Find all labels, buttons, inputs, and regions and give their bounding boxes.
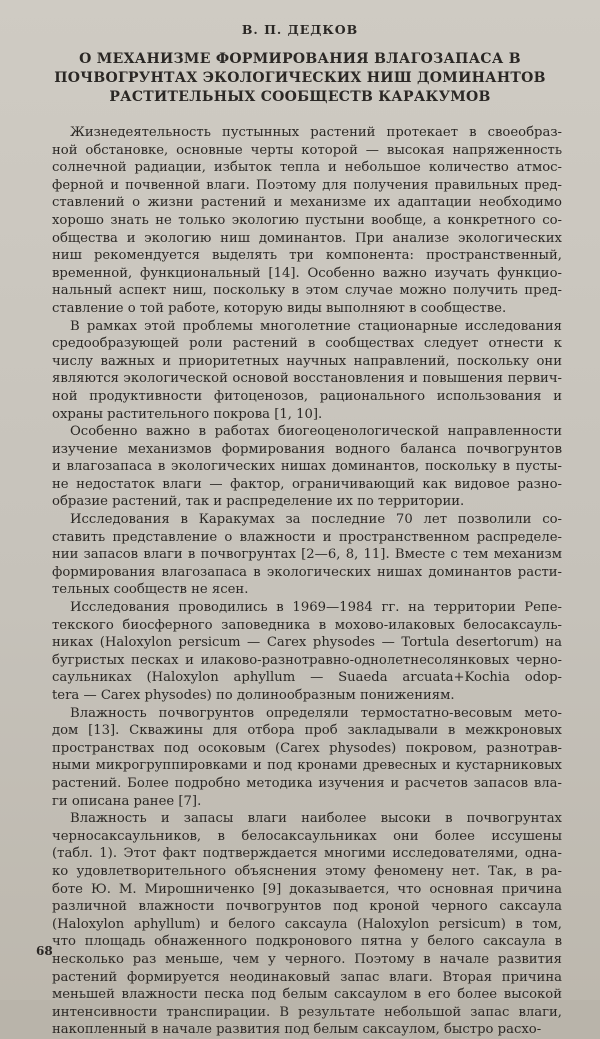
text-line: дом [13]. Скважины для отбора проб закладывали в межкроновых <box>52 723 562 739</box>
text-line: Влажность и запасы влаги наиболее высоки в почвогрунтах <box>70 811 562 827</box>
text-line: саульниках (Haloxylon aphyllum — Suaeda arcuata+Kochia odop- <box>52 670 562 686</box>
text-line: ставление о той работе, которую виды выполняют в сообществе. <box>52 300 507 316</box>
text-line: tera — Carex physodes) по долинообразным понижениям. <box>52 688 455 703</box>
text-line: пространствах под осоковым (Carex physodes) покровом, разнотрав- <box>52 740 562 756</box>
text-line: Влажность почвогрунтов определяли термостатно-весовым мето- <box>70 705 562 721</box>
author-name: В. П. ДЕДКОВ <box>241 22 359 37</box>
text-line: текского биосферного заповедника в моховo-илаковых белосаксауль- <box>52 617 562 633</box>
title-line: ПОЧВОГРУНТАХ ЭКОЛОГИЧЕСКИХ НИШ ДОМИНАНТОВ <box>54 70 546 86</box>
text-line: боте Ю. М. Мирошниченко [9] доказывается, что основная причина <box>52 881 562 897</box>
text-line: интенсивности транспирации. В результате небольшой запас влаги, <box>52 1004 562 1020</box>
text-line: меньшей влажности песка под белым саксаулом в его более высокой <box>52 987 562 1003</box>
text-line: ниш рекомендуется выделять три компонента: пространственный, <box>52 248 562 264</box>
text-line: ной продуктивности фитоценозов, рационального использования и <box>52 388 562 404</box>
text-line: общества и экологию ниш доминантов. При анализе экологических <box>52 230 562 246</box>
text-line: временной, функциональный [14]. Особенно важно изучать функцио- <box>52 265 562 281</box>
text-line: нальный аспект ниш, поскольку в этом случае можно получить пред- <box>52 283 562 299</box>
article-title <box>40 50 560 107</box>
text-line: бугристых песках и илаково-разнотравно-однолетнесолянковых черно- <box>52 652 562 668</box>
text-line: средообразующей роли растений в сообществах следует отнести к <box>52 336 562 352</box>
article-body <box>52 124 562 1039</box>
text-line: ной обстановке, основные черты которой — высокая напряженность <box>52 142 562 158</box>
text-line: ко удовлетворительного объяснения этому феномену нет. Так, в ра- <box>52 863 562 879</box>
page-number: 68 <box>36 944 53 958</box>
text-line: ставить представление о влажности и пространственном распределе- <box>52 529 562 545</box>
paragraph <box>52 599 562 705</box>
text-line: тельных сообществ не ясен. <box>52 582 249 598</box>
text-line: накопленный в начале развития под белым саксаулом, быстро расхо- <box>52 1022 542 1038</box>
text-line: (Haloxylon aphyllum) и белого саксаула (Haloxylon persicum) в том, <box>52 916 562 932</box>
text-line: Исследования проводились в 1969—1984 гг. на территории Репе- <box>70 600 562 616</box>
text-line: образие растений, так и распределение их по территории. <box>52 494 465 510</box>
text-line: черносаксаульников, в белосаксаульниках они более иссушены <box>52 828 562 844</box>
text-line: формирования влагозапаса в экологических нишах доминантов расти- <box>52 564 562 580</box>
text-line: Исследования в Каракумах за последние 70 лет позволили со- <box>70 512 562 528</box>
text-line: растений формируется неодинаковый запас влаги. Вторая причина <box>52 969 562 985</box>
title-line: РАСТИТЕЛЬНЫХ СООБЩЕСТВ КАРАКУМОВ <box>109 89 491 105</box>
text-line: и влагозапаса в экологических нишах доминантов, поскольку в пусты- <box>52 459 562 475</box>
text-line: никах (Haloxylon persicum — Carex physodes — Tortula desertorum) на <box>52 635 562 651</box>
paragraph <box>52 511 562 599</box>
paragraph <box>52 705 562 811</box>
text-line: не недостаток влаги — фактор, ограничивающий как видовое разно- <box>52 476 562 492</box>
text-line: растений. Более подробно методика изучения и расчетов запасов вла- <box>52 775 562 791</box>
text-line: Особенно важно в работах биогеоценологической направленности <box>70 424 562 440</box>
text-line: ферной и почвенной влаги. Поэтому для получения правильных пред- <box>52 177 562 193</box>
text-line: числу важных и приоритетных научных направлений, поскольку они <box>52 353 562 369</box>
paragraph <box>52 423 562 511</box>
title-line: О МЕХАНИЗМЕ ФОРМИРОВАНИЯ ВЛАГОЗАПАСА В <box>79 51 521 67</box>
text-line: нии запасов влаги в почвогрунтах [2—6, 8, 11]. Вместе с тем механизм <box>52 547 562 563</box>
text-line: (табл. 1). Этот факт подтверждается многими исследователями, одна- <box>52 846 562 862</box>
text-line: хорошо знать не только экологию пустыни вообще, а конкретного со- <box>52 212 562 228</box>
paragraph <box>52 124 562 318</box>
text-line: изучение механизмов формирования водного баланса почвогрунтов <box>52 441 562 457</box>
text-line: являются экологической основой восстановления и повышения первич- <box>52 371 562 387</box>
text-line: что площадь обнаженного подкронового пятна у белого саксаула в <box>52 934 562 950</box>
text-line: ставлений о жизни растений и механизме их адаптации необходимо <box>52 195 562 211</box>
text-line: ги описана ранее [7]. <box>52 793 202 809</box>
text-line: несколько раз меньше, чем у черного. Поэтому в начале развития <box>52 951 562 967</box>
text-line: Жизнедеятельность пустынных растений протекает в своеобраз- <box>70 125 562 140</box>
text-line: В рамках этой проблемы многолетние стационарные исследования <box>70 318 562 334</box>
paragraph <box>52 318 562 424</box>
text-line: различной влажности почвогрунтов под кроной черного саксаула <box>52 899 562 915</box>
paragraph <box>52 810 562 1039</box>
text-line: охраны растительного покрова [1, 10]. <box>52 406 323 422</box>
text-line: ными микрогруппировками и под кронами древесных и кустарниковых <box>52 758 562 774</box>
text-line: солнечной радиации, избыток тепла и небольшое количество атмос- <box>52 160 562 176</box>
